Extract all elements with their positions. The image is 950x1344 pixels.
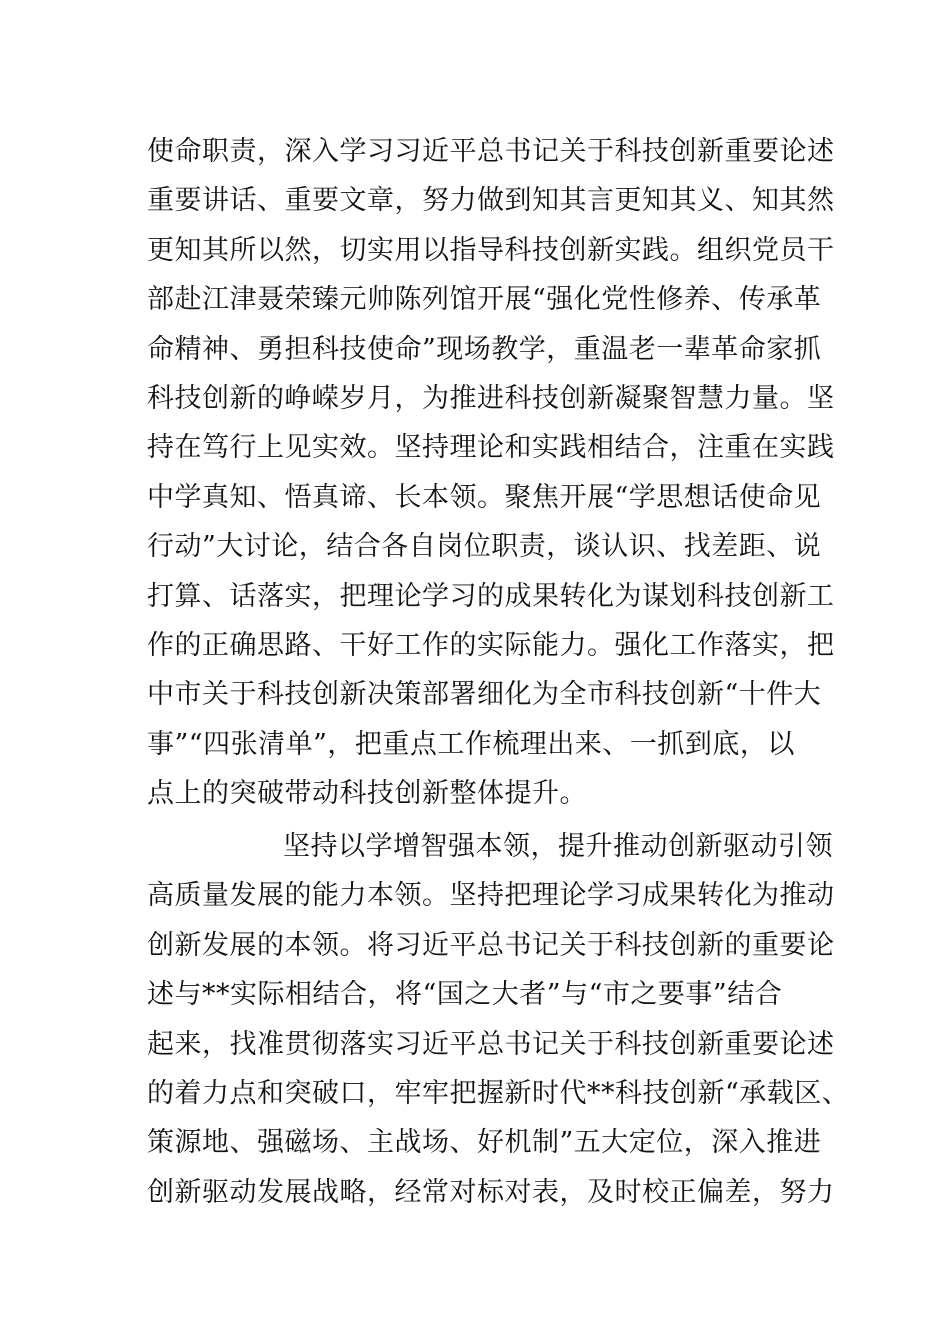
- text-line: 事”“四张清单”，把重点工作梳理出来、一抓到底，以: [147, 728, 795, 760]
- text-line: 点上的突破带动科技创新整体提升。: [147, 778, 587, 810]
- text-line: 创新驱动发展战略，经常对标对表，及时校正偏差，努力: [147, 1176, 835, 1208]
- text-line: 述与**实际相结合，将“国之大者”与“市之要事”结合: [147, 979, 783, 1011]
- paragraph-first-line: 坚持以学增智强本领，提升推动创新驱动引领: [283, 831, 833, 862]
- text-line: 起来，找准贯彻落实习近平总书记关于科技创新重要论述: [147, 1028, 835, 1060]
- text-line: 科技创新的峥嵘岁月，为推进科技创新凝聚智慧力量。坚: [147, 382, 835, 414]
- text-line: 命精神、勇担科技使命”现场教学，重温老一辈革命家抓: [147, 333, 822, 365]
- text-line: 策源地、强磁场、主战场、好机制”五大定位，深入推进: [147, 1127, 822, 1159]
- text-line: 打算、话落实，把理论学习的成果转化为谋划科技创新工: [147, 580, 835, 612]
- text-line: 持在笃行上见实效。坚持理论和实践相结合，注重在实践: [147, 432, 835, 464]
- text-line: 中市关于科技创新决策部署细化为全市科技创新“十件大: [147, 679, 822, 711]
- text-line: 行动”大讨论，结合各自岗位职责，谈认识、找差距、说: [147, 531, 822, 563]
- text-line: 部赴江津聂荣臻元帅陈列馆开展“强化党性修养、传承革: [147, 284, 822, 316]
- text-line: 的着力点和突破口，牢牢把握新时代**科技创新“承载区、: [147, 1077, 850, 1109]
- text-line: 重要讲话、重要文章，努力做到知其言更知其义、知其然: [147, 185, 835, 217]
- text-line: 作的正确思路、干好工作的实际能力。强化工作落实，把: [147, 629, 835, 661]
- text-line: 创新发展的本领。将习近平总书记关于科技创新的重要论: [147, 929, 835, 961]
- text-line: 更知其所以然，切实用以指导科技创新实践。组织党员干: [147, 234, 835, 266]
- paragraph-2: [147, 822, 850, 1217]
- text-line: 高质量发展的能力本领。坚持把理论学习成果转化为推动: [147, 880, 835, 912]
- paragraph-1: [147, 127, 835, 818]
- text-line: 中学真知、悟真谛、长本领。聚焦开展“学思想话使命见: [147, 481, 822, 513]
- text-line: 使命职责，深入学习习近平总书记关于科技创新重要论述: [147, 136, 835, 167]
